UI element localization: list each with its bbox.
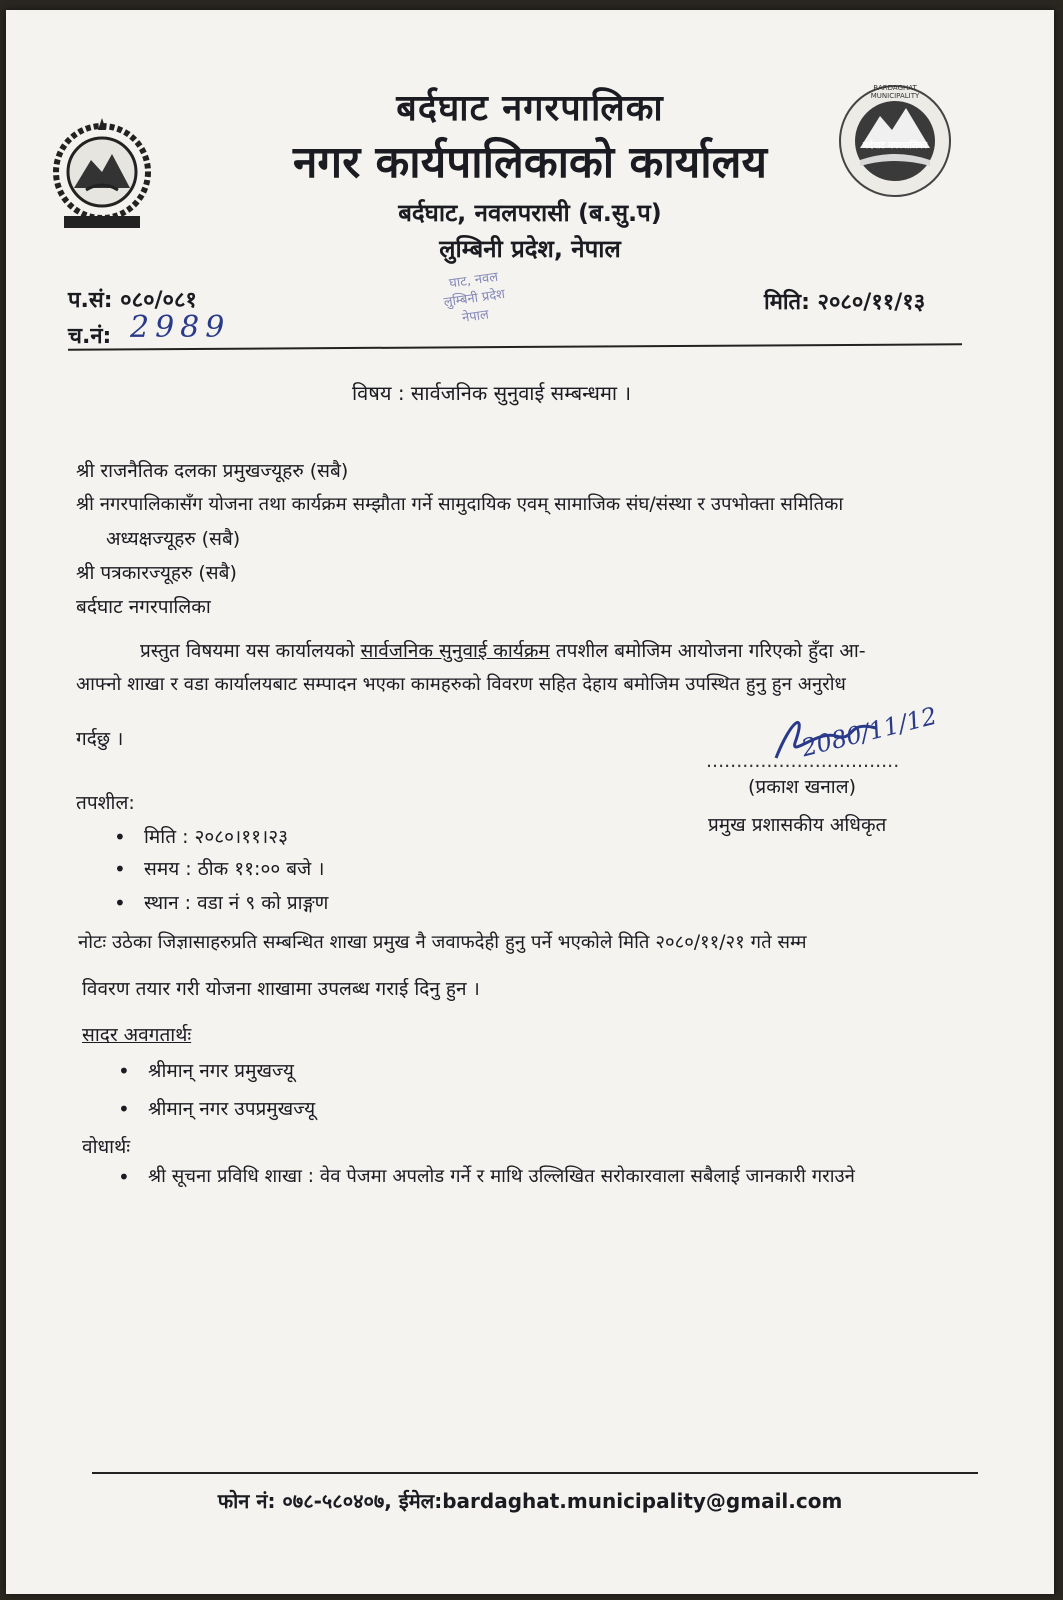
- stamp-line: नेपाल: [461, 307, 490, 326]
- cc-item: • श्रीमान् नगर प्रमुखज्यू: [148, 1058, 294, 1084]
- recipient-line: बर्दघाट नगरपालिका: [76, 596, 211, 618]
- note-line: विवरण तयार गरी योजना शाखामा उपलब्ध गराई दिनु हुन ।: [82, 978, 480, 1000]
- body-paragraph-line: [140, 638, 970, 664]
- footer-contact: फोन नं: ०७८-५८०४०७, ईमेल:bardaghat.municipality@gmail.com: [217, 1489, 843, 1513]
- letter-subject: विषय : सार्वजनिक सुनुवाई सम्बन्धमा ।: [352, 381, 632, 405]
- stamp-line: घाट, नवल: [448, 269, 499, 292]
- dispatch-label: च.नं:: [68, 324, 112, 349]
- action-item: • श्री सूचना प्रविधि शाखा : वेव पेजमा अपलोड गर्ने र माथि उल्लिखित सरोकारवाला सबैलाई जानकारी गराउने: [148, 1164, 855, 1190]
- dispatch-number-handwritten: 2989: [130, 310, 231, 345]
- cc-item: • श्रीमान् नगर उपप्रमुखज्यू: [148, 1096, 315, 1122]
- action-heading: वोधार्थः: [82, 1136, 131, 1158]
- office-province: लुम्बिनी प्रदेश, नेपाल: [439, 235, 621, 263]
- body-text: प्रस्तुत विषयमा यस कार्यालयको: [140, 640, 361, 662]
- details-item: • स्थान : वडा नं ९ को प्राङ्गण: [144, 890, 328, 916]
- letter-page: [6, 10, 1054, 1594]
- office-name: नगर कार्यपालिकाको कार्यालय: [293, 137, 767, 188]
- letter-ref-number: प.सं: ०८०/०८१: [68, 288, 197, 313]
- logo-caption: बर्दघाट नगरपालिका: [862, 141, 928, 151]
- details-item: • मिति : २०८०।११।२३: [144, 824, 288, 850]
- note-line: नोटः उठेका जिज्ञासाहरुप्रति सम्बन्धित शाखा प्रमुख नै जवाफदेही हुनु पर्ने भएकोले मिति २०८०/११/२१ गते सम्म: [78, 932, 807, 953]
- details-item: • समय : ठीक ११:०० बजे ।: [144, 856, 324, 882]
- cc-heading: सादर अवगतार्थः: [82, 1024, 192, 1046]
- office-address: बर्दघाट, नवलपरासी (ब.सु.प): [398, 199, 662, 227]
- body-text: तपशील बमोजिम आयोजना गरिएको हुँदा आ-: [549, 640, 866, 662]
- letter-date: मिति: २०८०/११/१३: [764, 290, 926, 315]
- body-paragraph-line: आफ्नो शाखा र वडा कार्यालयबाट सम्पादन भएका कामहरुको विवरण सहित देहाय बमोजिम उपस्थित हुनु हुन अनुरोध: [76, 674, 846, 695]
- signatory-title: प्रमुख प्रशासकीय अधिकृत: [708, 814, 887, 836]
- stamp-line: लुम्बिनी प्रदेश: [442, 286, 507, 311]
- signatory-name: (प्रकाश खनाल): [748, 776, 856, 798]
- recipient-line: श्री राजनैतिक दलका प्रमुखज्यूहरु (सबै): [76, 460, 349, 482]
- logo-ring-text: BARDAGHAT MUNICIPALITY: [870, 84, 920, 100]
- body-text-underlined: सार्वजनिक सुनुवाई कार्यक्रम: [360, 640, 550, 662]
- details-heading: तपशील:: [76, 792, 135, 814]
- signature-dots: ................................: [706, 750, 900, 772]
- recipient-line: अध्यक्षज्यूहरु (सबै): [106, 528, 241, 550]
- signature-date-handwritten: 2080/11/12: [798, 701, 940, 763]
- recipient-line: श्री नगरपालिकासँग योजना तथा कार्यक्रम सम्झौता गर्ने सामुदायिक एवम् सामाजिक संघ/संस्था र उपभोक्ता समितिका: [76, 494, 844, 515]
- office-stamp: [442, 257, 574, 327]
- footer-divider: [92, 1472, 978, 1474]
- body-paragraph-line: गर्दछु ।: [76, 728, 124, 750]
- recipient-line: श्री पत्रकारज्यूहरु (सबै): [76, 562, 237, 584]
- municipality-name: बर्दघाट नगरपालिका: [396, 88, 664, 129]
